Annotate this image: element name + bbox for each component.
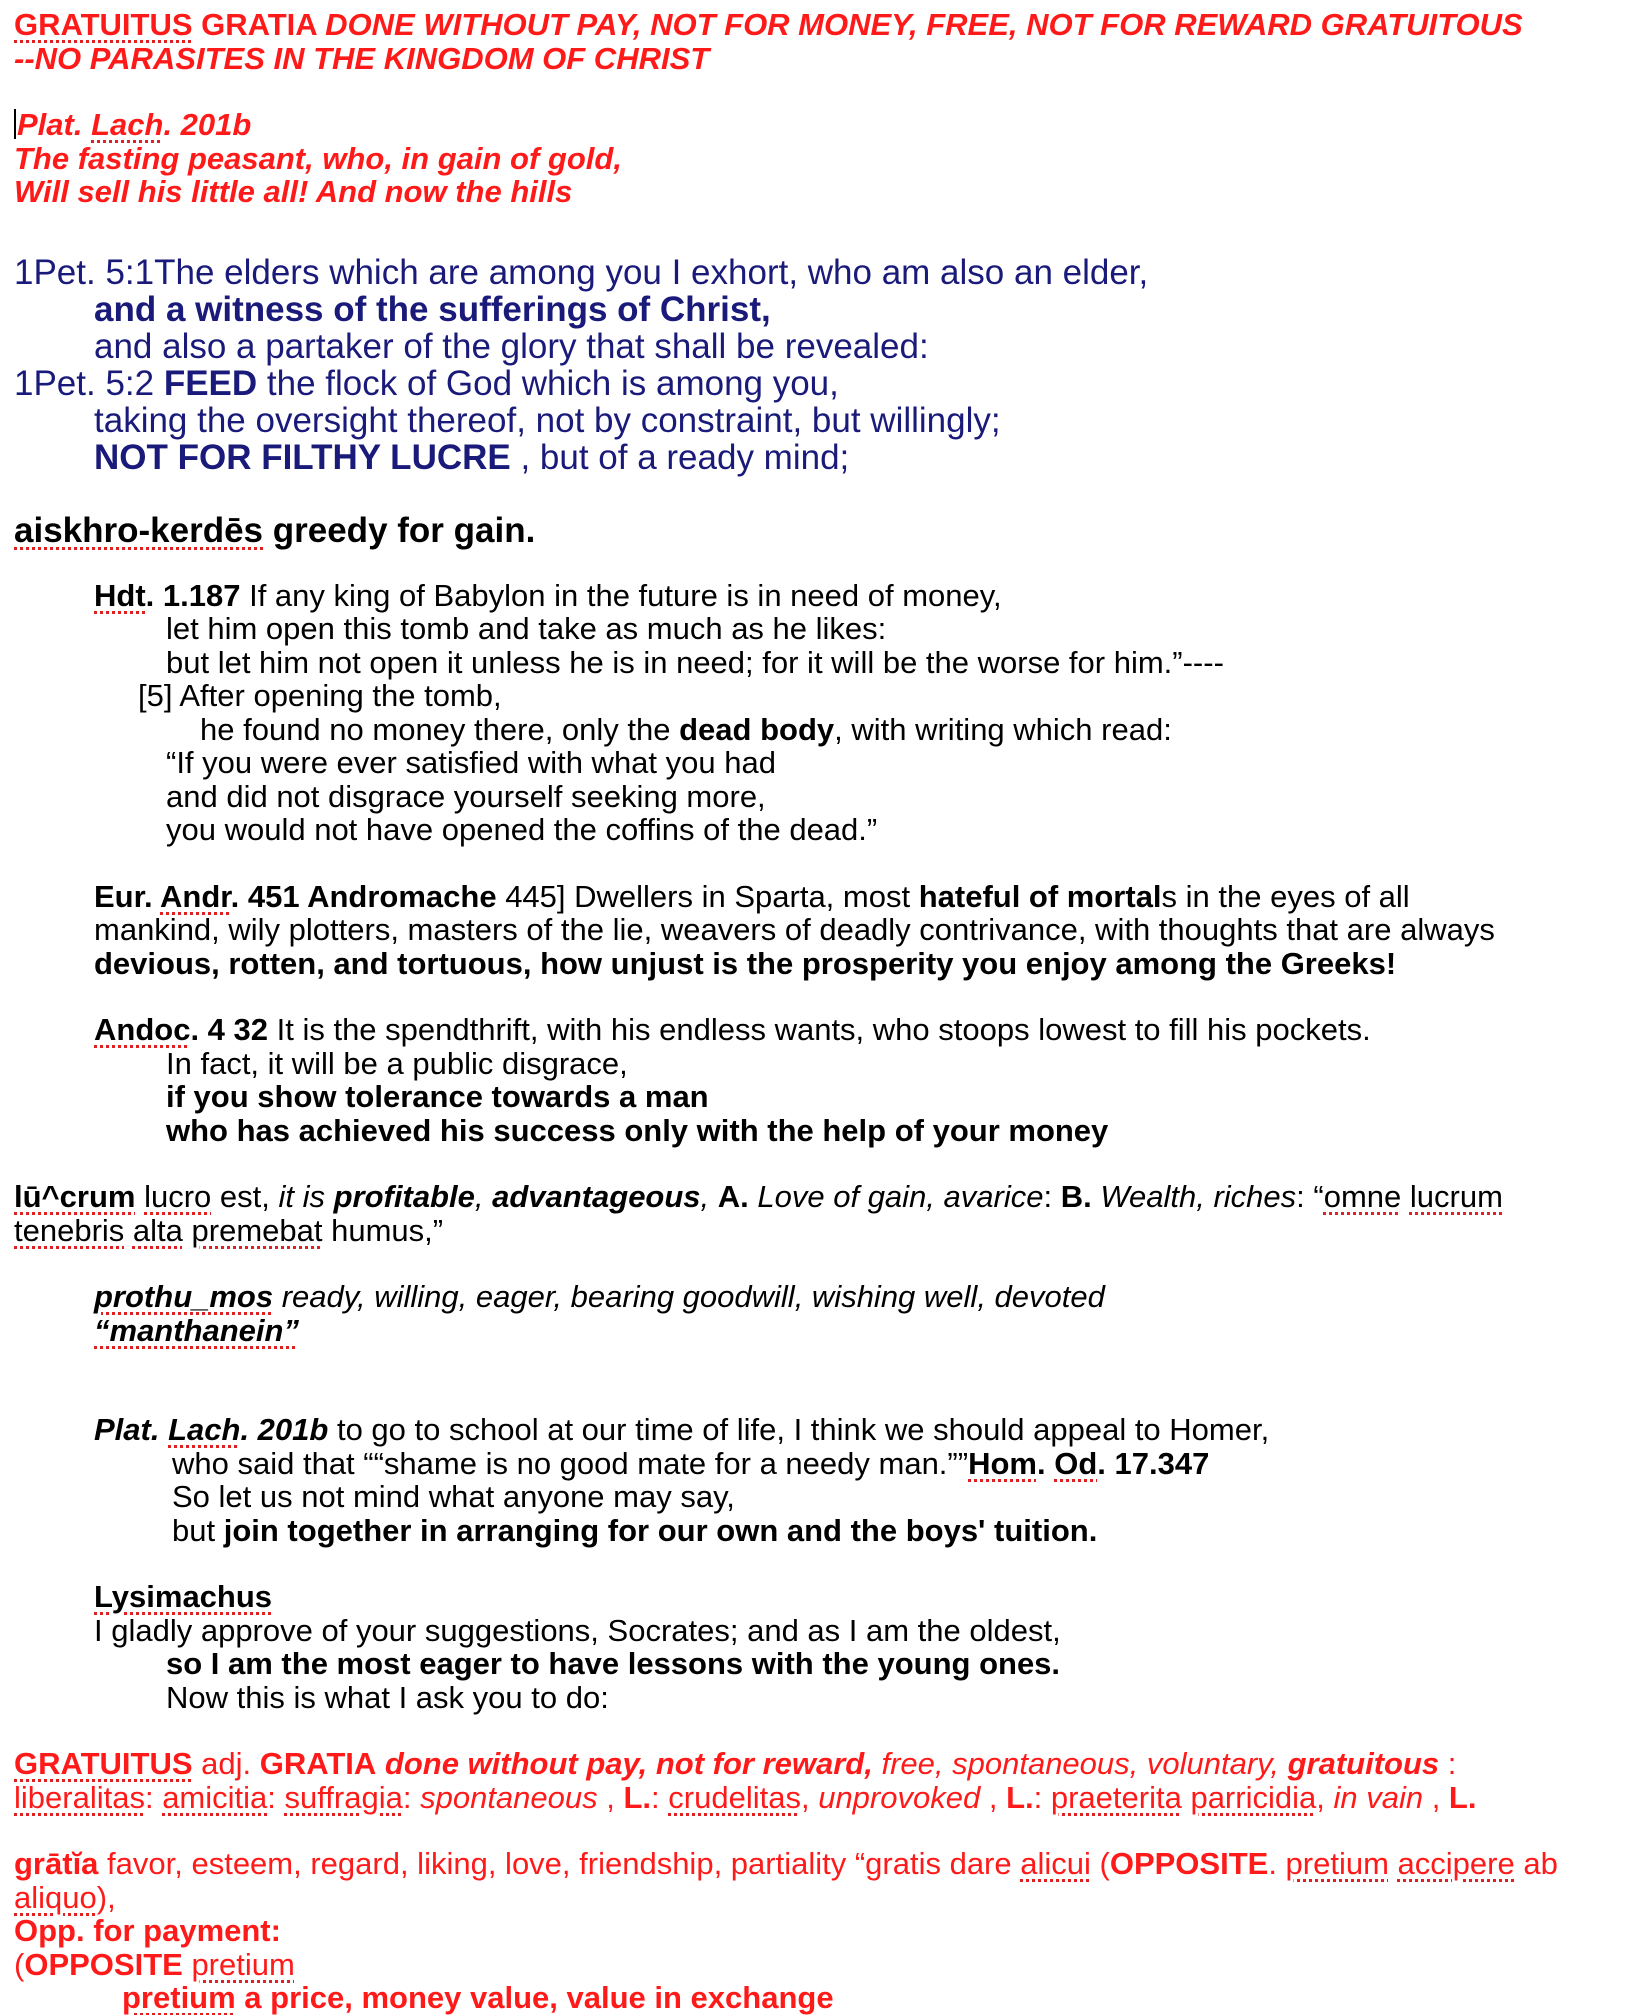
pet-line-5: taking the oversight thereof, not by constraint, but willingly; — [94, 400, 1001, 440]
gratia-line-1: grātĭa favor, esteem, regard, liking, love, friendship, partiality “gratis dare alicui (OPPOSITE. pretium accipere ab — [14, 1846, 1558, 1881]
hdt-line-5: he found no money there, only the dead body, with writing which read: — [200, 711, 1172, 747]
andoc-line-1: Andoc. 4 32 It is the spendthrift, with his endless wants, who stoops lowest to fill his pockets. — [94, 1012, 1371, 1047]
hdt-line-1: Hdt. 1.187 If any king of Babylon in the future is in need of money, — [94, 577, 1002, 613]
gratia-line-5: pretium a price, money value, value in exchange — [122, 1980, 834, 2015]
hdt-line-8: you would not have opened the coffins of the dead.” — [166, 812, 878, 847]
pet-line-1: 1Pet. 5:1The elders which are among you I exhort, who am also an elder, — [14, 252, 1149, 292]
lucrum-line-1: lū^crum lucro est, it is profitable, advantageous, A. Love of gain, avarice: B. Wealth, riches: “omne lucrum — [14, 1179, 1503, 1214]
gratuitus-adj-line-2: liberalitas: amicitia: suffragia: spontaneous , L.: crudelitas, unprovoked , L.: praeterita parricidia, in vain , L. — [14, 1779, 1477, 1815]
gratia-line-2: aliquo), — [14, 1879, 116, 1915]
header-line-1: GRATUITUS GRATIA DONE WITHOUT PAY, NOT FOR MONEY, FREE, NOT FOR REWARD GRATUITOUS — [14, 7, 1523, 42]
text-cursor — [14, 109, 16, 139]
aiskhro-heading: aiskhro-kerdēs greedy for gain. — [14, 510, 536, 550]
pet-line-4: 1Pet. 5:2 FEED the flock of God which is among you, — [14, 363, 839, 403]
lys-line-4: Now this is what I ask you to do: — [166, 1679, 609, 1715]
eur-line-3: devious, rotten, and tortuous, how unjust is the prosperity you enjoy among the Greeks! — [94, 945, 1397, 981]
plat-lach-line-1: Plat. Lach. 201b to go to school at our time of life, I think we should appeal to Homer, — [94, 1412, 1270, 1447]
gratuitus-word: GRATUITUS — [14, 7, 193, 42]
eur-line-2: mankind, wily plotters, masters of the lie, weavers of deadly contrivance, with thoughts that are always — [94, 912, 1495, 947]
peasant-line-1: The fasting peasant, who, in gain of gold, — [14, 140, 622, 176]
pet-line-6: NOT FOR FILTHY LUCRE , but of a ready mind; — [94, 437, 850, 477]
gratuitus-adj-line-1: GRATUITUS adj. GRATIA done without pay, not for reward, free, spontaneous, voluntary, gratuitous : — [14, 1746, 1457, 1781]
gratia-line-3: Opp. for payment: — [14, 1913, 281, 1948]
lys-line-2: I gladly approve of your suggestions, Socrates; and as I am the oldest, — [94, 1612, 1061, 1648]
andoc-line-4: who has achieved his success only with the help of your money — [166, 1112, 1109, 1148]
hdt-line-7: and did not disgrace yourself seeking more, — [166, 778, 766, 814]
peasant-line-2: Will sell his little all! And now the hills — [14, 174, 573, 209]
plat-lach-line-2: who said that ““shame is no good mate for a needy man.””Hom. Od. 17.347 — [172, 1445, 1210, 1481]
plat-lach-ref-1: Plat. Lach. 201b — [14, 108, 1629, 142]
hdt-line-3: but let him not open it unless he is in need; for it will be the worse for him.”---- — [166, 644, 1224, 680]
pet-line-3: and also a partaker of the glory that shall be revealed: — [94, 326, 929, 366]
hdt-line-4: [5] After opening the tomb, — [138, 678, 502, 713]
eur-line-1: Eur. Andr. 451 Andromache 445] Dwellers in Sparta, most hateful of mortals in the eyes of all — [94, 878, 1410, 914]
document — [14, 8, 1629, 2015]
andoc-line-3: if you show tolerance towards a man — [166, 1079, 709, 1114]
lysimachus-name: Lysimachus — [94, 1579, 273, 1614]
lucrum-line-2: tenebris alta premebat humus,” — [14, 1212, 444, 1248]
andoc-line-2: In fact, it will be a public disgrace, — [166, 1045, 628, 1081]
plat-lach-line-4: but join together in arranging for our own and the boys' tuition. — [172, 1512, 1098, 1548]
lys-line-3: so I am the most eager to have lessons with the young ones. — [166, 1646, 1061, 1681]
hdt-line-2: let him open this tomb and take as much as he likes: — [166, 611, 887, 646]
gratia-line-4: (OPPOSITE pretium — [14, 1946, 295, 1982]
hdt-line-6: “If you were ever satisfied with what you had — [166, 745, 776, 780]
pet-line-2: and a witness of the sufferings of Christ, — [94, 289, 771, 329]
prothumos-line-1: prothu_mos ready, willing, eager, bearing goodwill, wishing well, devoted — [94, 1279, 1105, 1314]
plat-lach-line-3: So let us not mind what anyone may say, — [172, 1479, 735, 1514]
prothumos-line-2: “manthanein” — [94, 1312, 299, 1348]
header-line-2: --NO PARASITES IN THE KINGDOM OF CHRIST — [14, 40, 710, 76]
